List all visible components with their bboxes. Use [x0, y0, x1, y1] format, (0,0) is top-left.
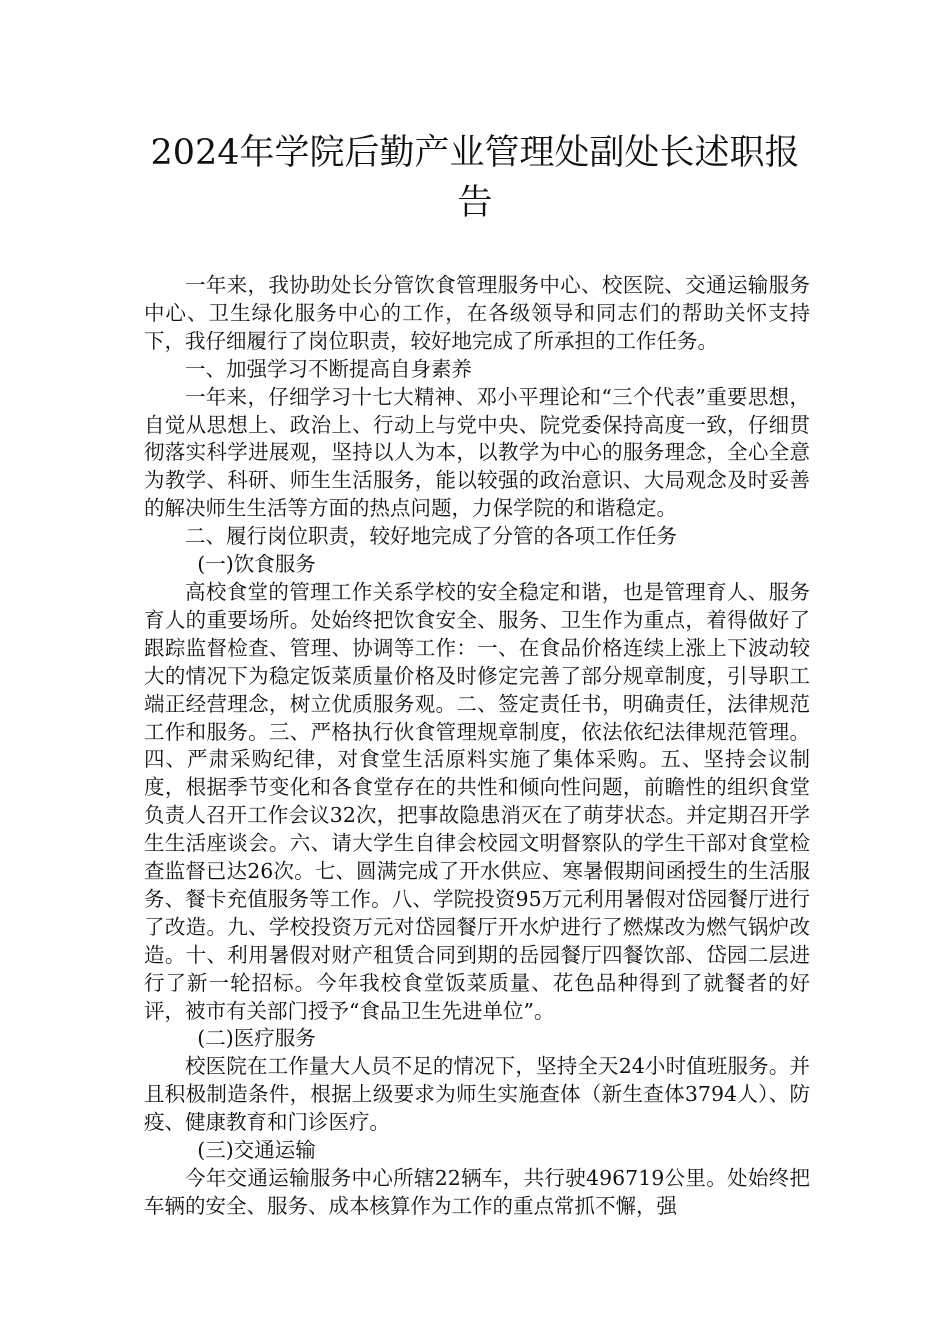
section-heading-2: 二、履行岗位职责，较好地完成了分管的各项工作任务	[185, 524, 677, 549]
section-heading-1: 一、加强学习不断提高自身素养	[185, 356, 472, 381]
subsection-heading-transport: (三)交通运输	[197, 1138, 316, 1163]
paragraph-transport: 今年交通运输服务中心所辖22辆车，共行驶496719公里。处始终把车辆的安全、服务、成本核算作为工作的重点常抓不懈，强	[144, 1166, 810, 1218]
document-body	[144, 272, 810, 1221]
paragraph-intro: 一年来，我协助处长分管饮食管理服务中心、校医院、交通运输服务中心、卫生绿化服务中心的工作，在各级领导和同志们的帮助关怀支持下，我仔细履行了岗位职责，较好地完成了所承担的工作任务。	[144, 273, 810, 353]
paragraph-study: 一年来，仔细学习十七大精神、邓小平理论和“三个代表”重要思想，自觉从思想上、政治上、行动上与党中央、院党委保持高度一致，仔细贯彻落实科学进展观，坚持以人为本，以教学为中心的服务理念，全心全意为教学、科研、师生生活服务，能以较强的政治意识、大局观念及时妥善的解决师生生活等方面的热点问题，力保学院的和谐稳定。	[144, 384, 810, 521]
paragraph-medical: 校医院在工作量大人员不足的情况下，坚持全天24小时值班服务。并且积极制造条件，根据上级要求为师生实施查体（新生查体3794人）、防疫、健康教育和门诊医疗。	[144, 1054, 810, 1135]
paragraph-catering: 高校食堂的管理工作关系学校的安全稳定和谐，也是管理育人、服务育人的重要场所。处始终把饮食安全、服务、卫生作为重点，着得做好了跟踪监督检查、管理、协调等工作：一、在食品价格连续上涨上下波动较大的情况下为稳定饭菜质量价格及时修定完善了部分规章制度，引导职工端正经营理念，树立优质服务观。二、签定责任书，明确责任，法律规范工作和服务。三、严格执行伙食管理规章制度，依法依纪法律规范管理。四、严肃采购纪律，对食堂生活原料实施了集体采购。五、坚持会议制度，根据季节变化和各食堂存在的共性和倾向性问题，前瞻性的组织食堂负责人召开工作会议32次，把事故隐患消灭在了萌芽状态。并定期召开学生生活座谈会。六、请大学生自律会校园文明督察队的学生干部对食堂检查监督已达26次。七、圆满完成了开水供应、寒暑假期间函授生的生活服务、餐卡充值服务等工作。八、学院投资95万元利用暑假对岱园餐厅进行了改造。九、学校投资万元对岱园餐厅开水炉进行了燃煤改为燃气锅炉改造。十、利用暑假对财产租赁合同到期的岳园餐厅四餐饮部、岱园二层进行了新一轮招标。今年我校食堂饭菜质量、花色品种得到了就餐者的好评，被市有关部门授予“食品卫生先进单位”。	[144, 579, 810, 1023]
document-title: 2024年学院后勤产业管理处副处长述职报告	[150, 133, 800, 223]
subsection-heading-catering: (一)饮食服务	[197, 552, 316, 577]
subsection-heading-medical: (二)医疗服务	[197, 1026, 316, 1051]
